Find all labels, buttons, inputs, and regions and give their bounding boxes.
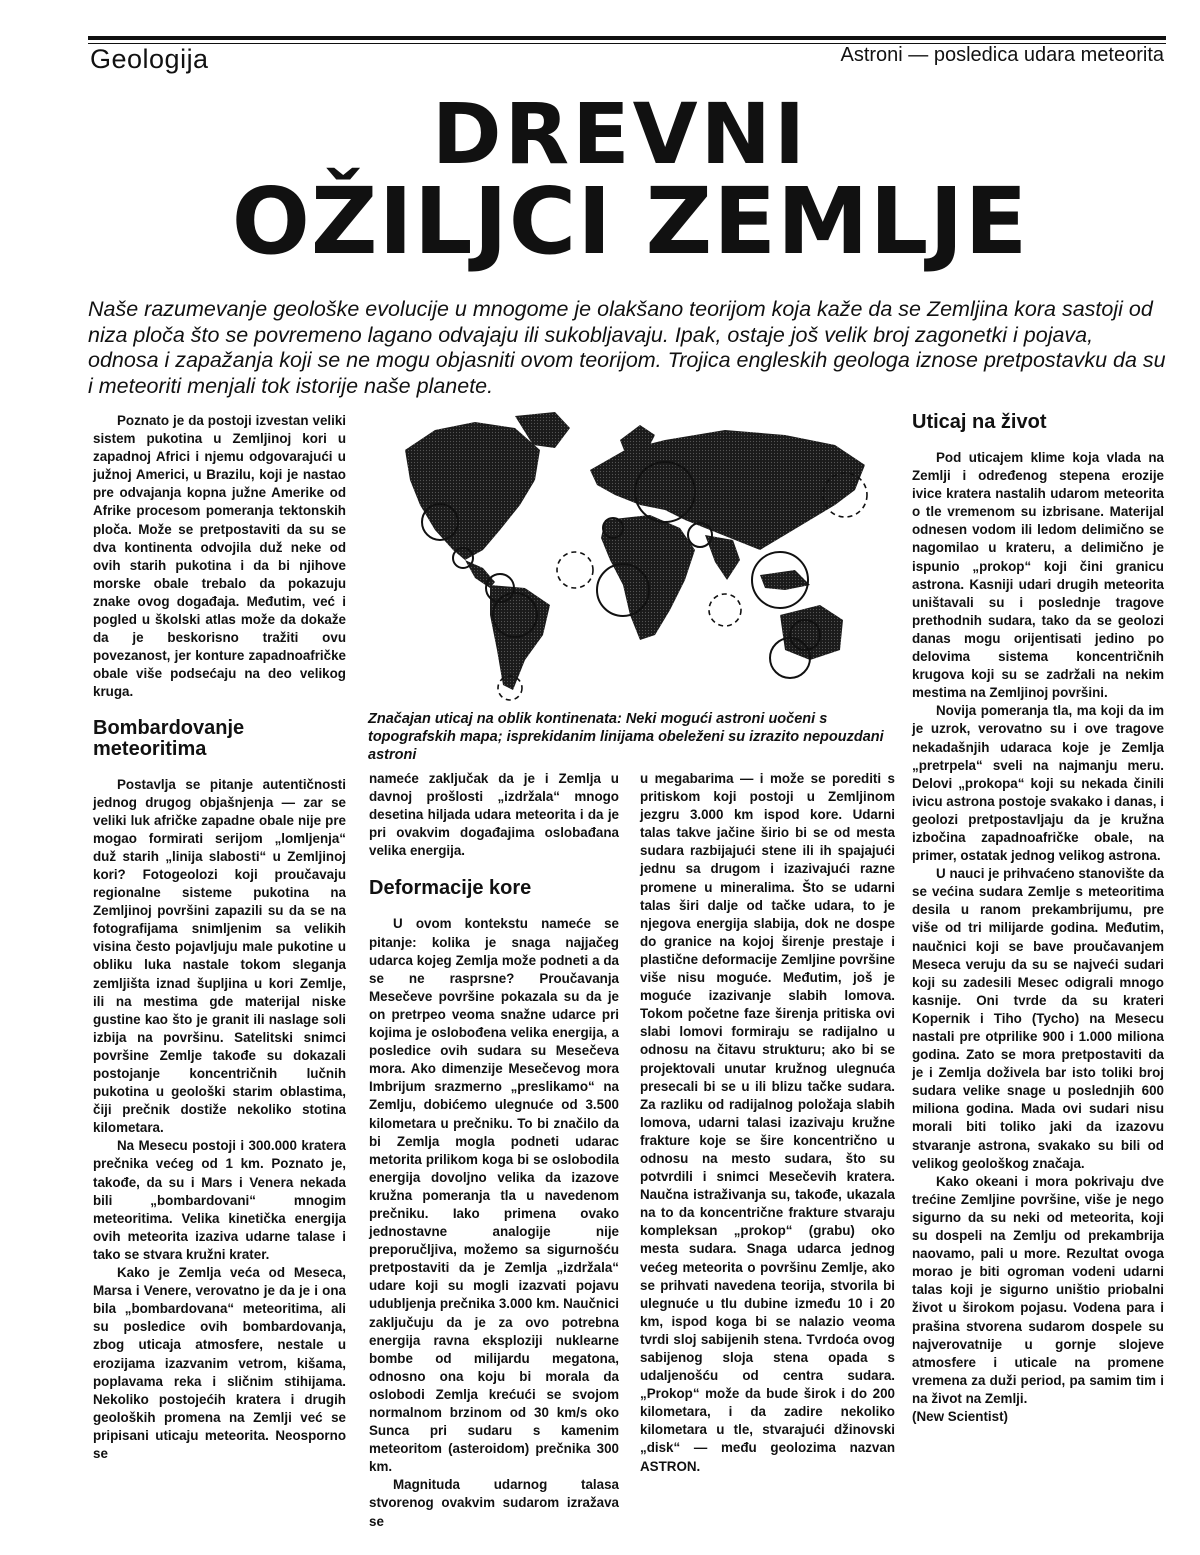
world-map-illustration [365, 410, 900, 705]
continent-central-america [465, 560, 495, 588]
headline-line-2: OŽILJCI ZEMLJE [231, 168, 1029, 275]
lead-paragraph: Naše razumevanje geološke evolucije u mnogome je olakšano teorijom koja kaže da se Zemljina kora sastoji od niza ploča što se povremeno lagano odvajaju ili sukobljavaju. Ipak, ostaje još velik broj zagonetki i pojava, odnosa i zapažanja koji se ne mogu objasniti ovom teorijom. Trojica engleskih geologa iznose pretpostavku da su i meteoriti menjali tok istorije naše planete. [88, 297, 1166, 398]
world-map-figure [365, 410, 900, 705]
topic-label: Astroni — posledica udara meteorita [840, 44, 1164, 66]
article-column-4 [912, 412, 1164, 1426]
subheading-deformacije-kore: Deformacije kore [369, 877, 532, 900]
article-column-1 [93, 412, 346, 1463]
body-paragraph: u megabarima — i može se porediti s pritiskom koji postoji u Zemljinom jezgru 3.000 km ispod kore. Udarni talas takve jačine širio bi se od mesta sudara razbijajući stene ili ih spajajući jednu sa drugom i izazivajući razne promene u mineralima. Što se udarni talas širi dalje od tačke udara, to je njegova energija slabija, dok ne dospe do granice na kojoj širenje prestaje i plastične deformacije Zemljine površine više nisu moguće. Međutim, još je moguće izazivanje slabih lomova. Tokom početne faze širenja pritiska ovi slabi lomovi formiraju se radijalno u odnosu na čitavu strukturu; ako bi se projektovali unutar kružnog ulegnuća presecali bi se u ili blizu tačke sudara. Za razliku od radijalnog položaja slabih lomova, udarni talasi izazivaju kružne frakture koje se šire koncentrično u odnosu na mesto sudara, što su potvrdili i snimci Mesečevih kratera. Naučna istraživanja su, takođe, ukazala na to da koncentrične frakture stvaraju kompleksan „prokop“ (grabu) oko mesta sudara. Snaga udarca jednog većeg meteorita o površinu Zemlje, ako se prihvati navedena teorija, stvorila bi ulegnuće u tlu dubine između 10 i 20 km, ispod koga bi se nalazio veoma tvrdi sloj sabijenih stena. Tvrdoća ovog sabijenog sloja stena opada s udaljenošću od centra sudara. „Prokop“ može da bude širok i do 200 kilometara, i da zadire nekoliko kilometara u tle, stvarajući džinovski „disk“ — među geolozima nazvan ASTRON. [640, 771, 895, 1474]
top-rule-thick [88, 36, 1166, 40]
astron-circle-unreliable [709, 594, 741, 626]
subheading-uticaj-na-zivot: Uticaj na život [912, 411, 1047, 433]
article-column-3 [640, 770, 895, 1476]
body-paragraph: Pod uticajem klime koja vlada na Zemlji i određenog stepena erozije ivice kratera nastalih udarom meteorita o tle vremenom su izbrisane. Materijal odnesen vodom ili ledom delimično se nagomilao u krateru, a delimično je ispunio „prokop“ koji čini granicu astrona. Kasniji udari drugih meteorita uništavali su i poslednje tragove prethodnih sudara, tako da se geolozi danas mogu orijentisati jedino po delovima sistema koncentričnih krugova koji su se zadržali na nekim mestima na Zemljinoj površini. [912, 450, 1164, 701]
body-paragraph: Na Mesecu postoji i 300.000 kratera prečnika većeg od 1 km. Poznato je, takođe, da su i Mars i Venera nekada bili „bombardovani“ mnogim meteoritima. Velika kinetička energija ovih meteorita izaziva udarne talase i tako se stvara kružni krater. [93, 1138, 346, 1262]
body-paragraph: nameće zaključak da je i Zemlja u davnoj prošlosti „izdržala“ mnogo desetina hiljada udara meteorita i da je pri ovakvim događajima oslobađana velika energija. [369, 771, 619, 859]
body-paragraph: Postavlja se pitanje autentičnosti jednog drugog objašnjenja — zar se veliki luk afričke zapadne obale nije pre mogao formirati serijom „lomljenja“ duž starih „linija slabosti“ u Zemljinoj kori? Fotogeolozi koji proučavaju regionalne sisteme pukotina na Zemljinoj površini zapazili su da se na fotografijama snimljenim sa velikih visina često pojavljuju male pukotine u obliku luka nastale tokom sleganja zemljišta iznad šupljina u kori Zemlje, ili na mestima gde materijal niske gustine kao što je granit ili naslage soli izbija na površinu. Satelitski snimci površine Zemlje takođe su dokazali postojanje koncentričnih lučnih pukotina u geološki starim oblastima, čiji prečnik dostiže nekoliko stotina kilometara. [93, 776, 346, 1136]
continent-north-america [405, 422, 540, 560]
astron-circle [688, 523, 712, 547]
body-paragraph: Magnituda udarnog talasa stvorenog ovakvim sudarom izražava se [369, 1477, 619, 1529]
source-credit: (New Scientist) [912, 1408, 1008, 1424]
body-paragraph: Kako je Zemlja veća od Meseca, Marsa i Venere, verovatno je da je i ona bila „bombardovana“ meteoritima, ali su posledice ovih bombardovanja, zbog uticaja atmosfere, nestale u erozijama izazvanim vetrom, kišama, poplavama reka i sličnim stihijama. Nekoliko postojećih kratera i drugih geoloških promena na Zemlji već se pripisani uticaju meteorita. Neosporno se [93, 1265, 346, 1461]
headline-line-1: DREVNI [431, 85, 809, 183]
continent-africa [601, 515, 695, 640]
body-paragraph: Poznato je da postoji izvestan veliki sistem pukotina u Zemljinoj kori u zapadnoj Africi i njemu odgovarajući u južnoj Americi, u Brazilu, koji je nastao pre odvajanja kopna južne Amerike od Afrike procesom pomeranja tektonskih ploča. Može se pretpostaviti da su se dva kontinenta odvojila duž neke od ovih starih pukotina i da bi njihove morske obale trebalo da pokazuju znake ovog događaja. Međutim, već i pogled u školski atlas može da dokaže da je beskorisno tražiti ovu povezanost, jer konture zapadnoafričke obale više podsećaju na deo velikog kruga. [93, 413, 346, 700]
body-paragraph: Kako okeani i mora pokrivaju dve trećine Zemljine površine, više je nego sigurno da su neki od meteorita, koji su dospeli na Zemlju od prekambrija naovamo, pali u more. Rezultat ovoga morao je biti ogroman vodeni udarni talas koji je sigurno uništio priobalni život u širokom pojasu. Vodena para i prašina stvorena sudarom dospele su najverovatnije u gornje slojeve atmosfere i uticale na promene vremena za duži period, pa samim tim i na život na Zemlji. [912, 1173, 1164, 1406]
section-label: Geologija [90, 44, 209, 74]
islands-southeast-asia [760, 570, 810, 590]
figure-caption: Značajan uticaj na oblik kontinenata: Neki mogući astroni uočeni s topografskih mapa; isprekidanim linijama obeleženi su izrazito nepouzdani astroni [368, 711, 884, 763]
subheading-bombardovanje: Bombardovanje meteoritima [93, 716, 245, 760]
article-column-2 [369, 770, 619, 1531]
astron-circle-unreliable [557, 552, 593, 588]
body-paragraph: Novija pomeranja tla, ma koji da im je uzrok, verovatno su i ove tragove nekadašnjih udaraca koje je Zemlja „pretrpela“ sveli na najmanju meru. Delovi „prokopa“ koji su nekada činili ivicu astrona postoje svakako i danas, i geolozi pretpostavljaju da je kružna izbočina zapadnoafričke obale, na primer, ostatak jednog velikog astrona. [912, 703, 1164, 864]
body-paragraph: U ovom kontekstu nameće se pitanje: kolika je snaga najjačeg udarca kojeg Zemlja može podneti a da se ne rasprsne? Proučavanja Mesečeve površine pokazala su da je on pretrpeo veoma snažne udarce pri kojima je oslobođena velika energija, a posledice ovih sudara su Mesečeva mora. Ako dimenzije Mesečevog mora Imbrijum srazmerno „preslikamo“ na Zemlju, dobićemo ulegnuće od 3.500 kilometara u prečniku. To bi značilo da bi Zemlja mogla podneti udarac metorita prilikom koga bi se oslobodila energija dovoljno velika da izazove kružna pomeranja tla u navedenom prečniku. Iako primena ovako jednostavne analogije nije preporučljiva, možemo sa sigurnošću pretpostaviti da je Zemlja „izdržala“ udare koji su mogli izazvati pojavu udubljenja prečnika 3.000 km. Naučnici zaključuju da je za ovo potrebna energija ravna eksploziji nuklearne bombe od milijardu megatona, odnosno ona koju bi morala da oslobodi Zemlja krećući se svojom normalnom brzinom od 30 km/s oko Sunca pri sudaru s kamenim meteoritom (asteroidom) prečnika 300 km. [369, 916, 619, 1475]
body-paragraph: U nauci je prihvaćeno stanovište da se većina sudara Zemlje s meteoritima desila u ranom prekambrijumu, pre više od tri milijarde godina. Međutim, naučnici koji se bave proučavanjem Meseca veruju da su se najveći sudari koji su zadesili Mesec odigrali mnogo kasnije. Oni tvrde da su krateri Kopernik i Tiho (Tycho) na Mesecu nastali pre otprilike 900 i 1.000 miliona godina. Zato se mora pretpostaviti da je i Zemlja doživela bar isto toliki broj sudara velike snage u poslednjih 600 miliona godina. Mada ovi sudari nisu morali biti toliko jaki da izazovu stvaranje astrona, svakako su bili od velikog geološkog značaja. [912, 866, 1164, 1171]
